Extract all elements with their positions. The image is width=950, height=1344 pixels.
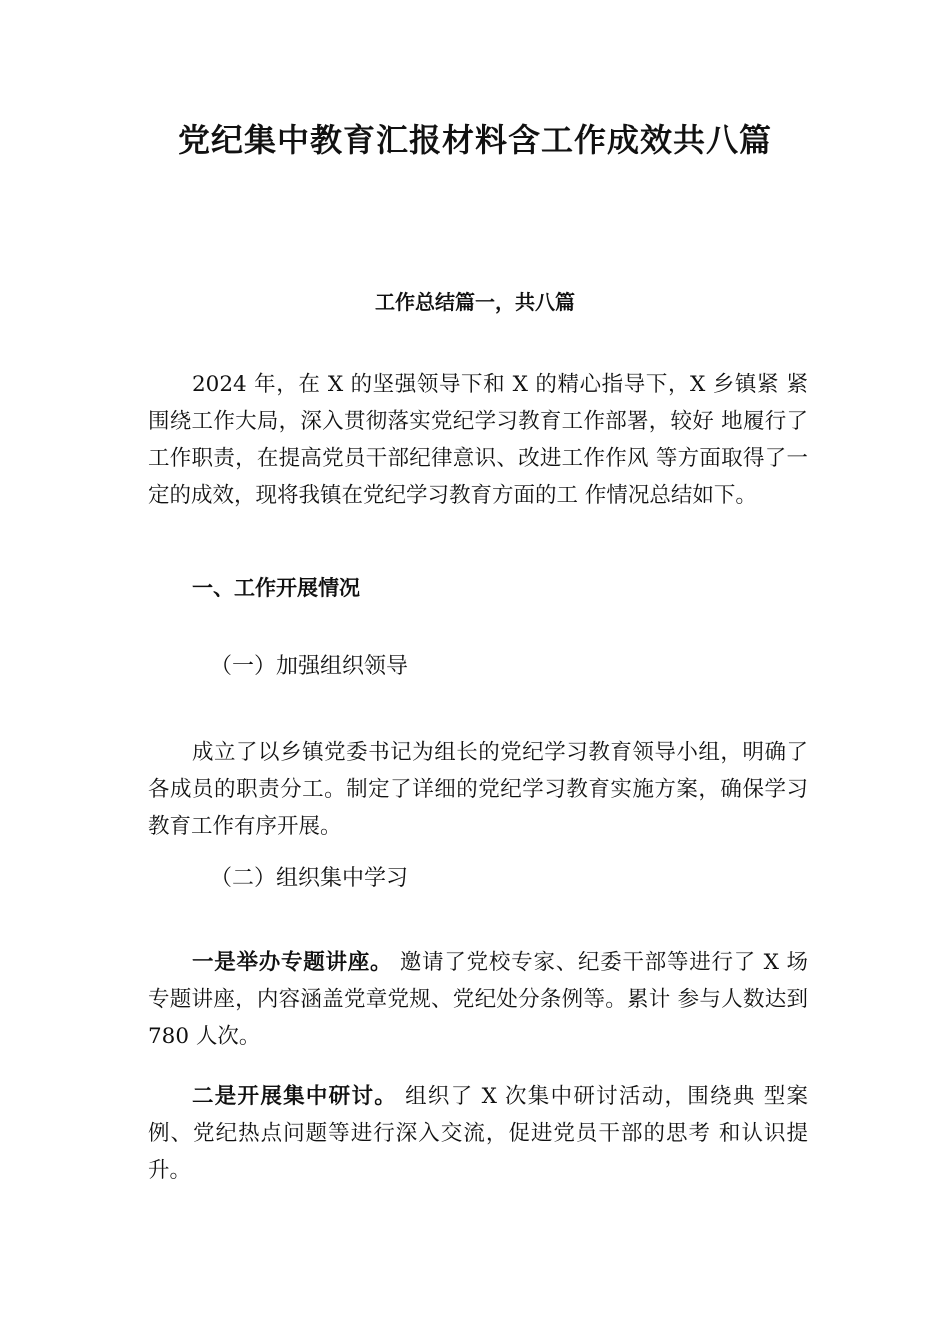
intro-paragraph: 2024 年，在 X 的坚强领导下和 X 的精心指导下，X 乡镇紧 紧围绕工作大局，深入贯彻落实党纪学习教育工作部署，较好 地履行了工作职责，在提高党员干部纪律意识、改进工作作风 等方面取得了一定的成效，现将我镇在党纪学习教育方面的工 作情况总结如下。 — [148, 372, 808, 508]
discussion-lead: 二是开展集中研讨。 — [192, 1084, 398, 1109]
lecture-paragraph — [148, 944, 808, 1055]
discussion-body: 组织了 X 次集中研讨活动，围绕典 型案例、党纪热点问题等进行深入交流，促进党员干部的思考 和认识提升。 — [148, 1084, 808, 1183]
document-subtitle: 工作总结篇一，共八篇 — [375, 290, 575, 314]
discussion-paragraph — [148, 1078, 808, 1189]
lecture-lead: 一是举办专题讲座。 — [192, 950, 393, 975]
lecture-body: 邀请了党校专家、纪委干部等进行了 X 场专题讲座，内容涵盖党章党规、党纪处分条例等。累计 参与人数达到 780 人次。 — [148, 950, 808, 1049]
subsection-heading-organization: （一）加强组织领导 — [210, 654, 409, 679]
document-title: 党纪集中教育汇报材料含工作成效共八篇 — [177, 121, 772, 159]
subsection-heading-study: （二）组织集中学习 — [210, 866, 409, 891]
section-heading-work-status: 一、工作开展情况 — [192, 576, 360, 600]
organization-paragraph: 成立了以乡镇党委书记为组长的党纪学习教育领导小组，明确了各成员的职责分工。制定了详细的党纪学习教育实施方案，确保学习教育工作有序开展。 — [148, 740, 808, 839]
